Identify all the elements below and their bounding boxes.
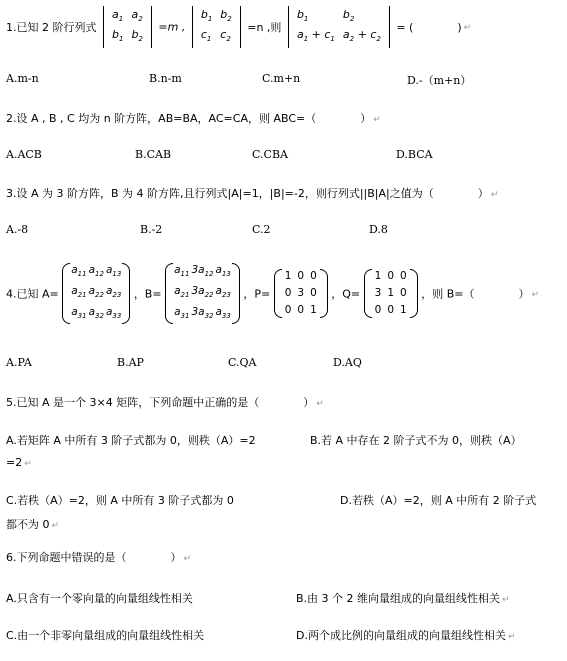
matrix-a-cell: $a_{21}$ — [71, 285, 87, 300]
question-3-stem — [6, 185, 563, 201]
matrix-b-cell: $a_{23}$ — [215, 285, 231, 300]
question-6-stem — [6, 549, 563, 565]
q5-stem-text: 5.已知 A 是一个 3×4 矩阵，下列命题中正确的是（ ） — [6, 396, 315, 409]
determinant-1 — [103, 6, 152, 48]
q5-option-a: A.若矩阵 A 中所有 3 阶子式都为 0，则秩（A）=2 — [6, 434, 256, 447]
matrix-b-cell: $3a_{22}$ — [191, 285, 214, 300]
matrix-a-cell: $a_{11}$ — [71, 264, 87, 279]
q5-option-d-continued-text: 都不为 0 — [6, 518, 50, 531]
matrix-p-cell: 1 — [284, 270, 292, 283]
q1-option-b: B.n-m — [149, 72, 182, 85]
matrix-p — [274, 268, 328, 319]
matrix-q-cell: 1 — [400, 304, 407, 317]
q4-prefix: 4.已知 A= — [6, 287, 59, 301]
q1-option-d: D.-（m+n） — [407, 74, 472, 87]
matrix-a — [62, 262, 130, 325]
matrix-q-cell: 0 — [400, 270, 407, 283]
q1-option-c: C.m+n — [262, 72, 301, 85]
q4-option-b: B.AP — [117, 356, 144, 369]
matrix-p-cell: 1 — [310, 304, 317, 317]
matrix-p-cell: 0 — [297, 270, 305, 283]
matrix-b-cell: $a_{33}$ — [215, 306, 231, 321]
q6-option-d — [296, 627, 516, 643]
det2-cell: $c_2$ — [220, 28, 231, 44]
matrix-b-cell: $3a_{32}$ — [191, 306, 214, 321]
return-mark: ↵ — [24, 459, 32, 469]
q1-eq-n: =n ,则 — [247, 21, 282, 35]
det1-cell: $a_2$ — [131, 8, 143, 24]
matrix-p-cell: 3 — [297, 287, 305, 300]
det2-cell: $b_1$ — [200, 8, 213, 24]
matrix-b-cell: $a_{13}$ — [215, 264, 231, 279]
return-mark: ↵ — [183, 554, 192, 564]
question-1-stem — [6, 6, 563, 42]
matrix-b-cell: $3a_{12}$ — [191, 264, 214, 279]
q4-b-label: ，B= — [133, 287, 162, 301]
return-mark: ↵ — [507, 632, 516, 642]
determinant-2 — [192, 6, 241, 48]
q3-option-c: C.2 — [252, 223, 271, 236]
matrix-a-cell: $a_{12}$ — [88, 264, 104, 279]
q4-option-a: A.PA — [6, 356, 32, 369]
det2-cell: $c_1$ — [200, 28, 212, 44]
det1-cell: $b_1$ — [112, 28, 124, 44]
matrix-p-cell: 0 — [297, 304, 305, 317]
matrix-q — [364, 268, 418, 319]
q1-eq-m: =m , — [158, 20, 186, 34]
matrix-q-cell: 1 — [387, 287, 395, 300]
matrix-b-cell: $a_{31}$ — [174, 306, 190, 321]
det1-cell: $a_1$ — [112, 8, 124, 24]
matrix-a-cell: $a_{13}$ — [105, 264, 122, 279]
det1-cell: $b_2$ — [131, 28, 143, 44]
q4-q-label: ，Q= — [331, 287, 361, 301]
matrix-p-cell: 0 — [310, 270, 317, 283]
q5-option-d: D.若秩（A）=2，则 A 中所有 2 阶子式 — [340, 494, 537, 507]
q4-p-label: ，P= — [243, 287, 271, 301]
matrix-a-cell: $a_{22}$ — [88, 285, 104, 300]
q4-option-c: C.QA — [228, 356, 257, 369]
question-5-stem — [6, 394, 563, 410]
matrix-b-cell: $a_{11}$ — [174, 264, 190, 279]
matrix-q-cell: 3 — [374, 287, 382, 300]
det2-cell: $b_2$ — [220, 8, 232, 24]
q6-option-b — [296, 590, 510, 606]
q5-option-d-continued — [6, 516, 59, 532]
matrix-a-cell: $a_{33}$ — [105, 306, 122, 321]
det3-cell: $a_1 + c_1$ — [296, 28, 335, 44]
return-mark: ↵ — [373, 115, 381, 125]
q6-option-c: C.由一个非零向量组成的向量组线性相关 — [6, 629, 205, 642]
q1-suffix: = ( ) — [396, 21, 462, 35]
matrix-p-cell: 0 — [310, 287, 317, 300]
q1-option-a: A.m-n — [6, 72, 39, 85]
q5-option-ab-continued-text: =2 — [6, 456, 23, 469]
q2-option-c: C.CBA — [252, 148, 288, 161]
q3-option-d: D.8 — [369, 223, 388, 236]
det3-cell: $a_2 + c_2$ — [342, 28, 381, 44]
q3-option-a: A.-8 — [6, 223, 29, 236]
q5-option-c: C.若秩（A）=2，则 A 中所有 3 阶子式都为 0 — [6, 494, 234, 507]
matrix-b — [165, 262, 240, 325]
q3-stem-text: 3.设 A 为 3 阶方阵，B 为 4 阶方阵,且行列式|A|=1，|B|=-2，则行列式||B|A|之值为（ ） — [6, 187, 489, 200]
matrix-p-cell: 0 — [284, 287, 292, 300]
q2-option-a: A.ACB — [6, 148, 42, 161]
return-mark: ↵ — [463, 23, 472, 34]
q2-option-b: B.CAB — [135, 148, 172, 161]
matrix-q-cell: 0 — [400, 287, 407, 300]
matrix-q-cell: 0 — [387, 304, 395, 317]
q6-stem-text: 6.下列命题中错误的是（ ） — [6, 551, 182, 564]
return-mark: ↵ — [502, 595, 510, 605]
matrix-q-cell: 0 — [374, 304, 382, 317]
return-mark: ↵ — [531, 289, 540, 300]
q6-option-a: A.只含有一个零向量的向量组线性相关 — [6, 592, 193, 605]
q6-option-b-text: B.由 3 个 2 维向量组成的向量组线性相关 — [296, 592, 501, 605]
matrix-p-cell: 0 — [284, 304, 292, 317]
matrix-a-cell: $a_{31}$ — [71, 306, 87, 321]
return-mark: ↵ — [316, 399, 324, 409]
q4-suffix: ，则 B=（ ） — [421, 287, 530, 301]
det3-cell: $b_2$ — [342, 8, 355, 24]
determinant-3 — [288, 6, 390, 48]
q5-option-b: B.若 A 中存在 2 阶子式不为 0，则秩（A） — [310, 434, 522, 447]
return-mark: ↵ — [51, 521, 60, 531]
q3-option-b: B.-2 — [140, 223, 163, 236]
return-mark: ↵ — [490, 190, 499, 200]
q6-option-d-text: D.两个成比例的向量组成的向量组线性相关 — [296, 629, 506, 642]
q2-stem-text: 2.设 A , B , C 均为 n 阶方阵，AB=BA，AC=CA，则 ABC=（ ） — [6, 112, 372, 125]
matrix-q-cell: 1 — [374, 270, 382, 283]
question-2-stem — [6, 110, 563, 126]
q5-option-ab-continued — [6, 456, 32, 469]
matrix-a-cell: $a_{32}$ — [88, 306, 104, 321]
matrix-b-cell: $a_{21}$ — [174, 285, 190, 300]
matrix-a-cell: $a_{23}$ — [105, 285, 122, 300]
q2-option-d: D.BCA — [396, 148, 433, 161]
det3-cell: $b_1$ — [296, 8, 309, 24]
matrix-q-cell: 0 — [387, 270, 395, 283]
q4-option-d: D.AQ — [333, 356, 362, 369]
question-4-stem — [6, 262, 563, 328]
q1-prefix: 1.已知 2 阶行列式 — [6, 21, 97, 35]
